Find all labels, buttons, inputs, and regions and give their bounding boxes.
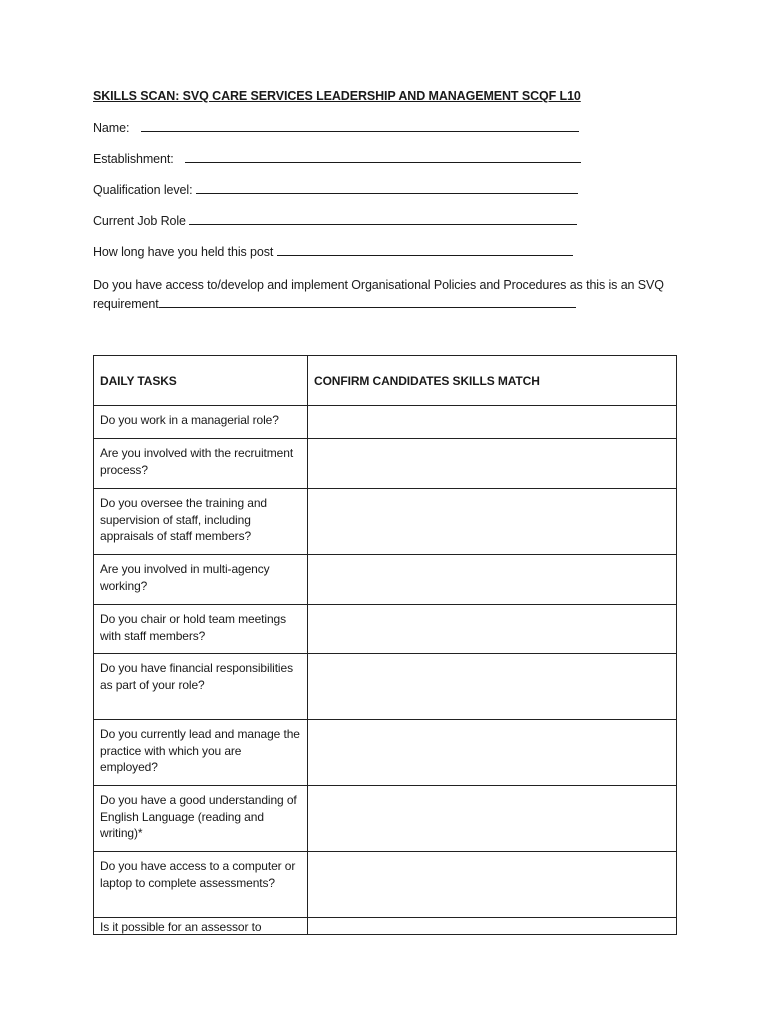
- answer-cell[interactable]: [308, 406, 677, 439]
- table-row: [94, 489, 677, 555]
- header-skills-match: CONFIRM CANDIDATES SKILLS MATCH: [308, 356, 677, 406]
- policies-question-text: Do you have access to/develop and implement Organisational Policies and Procedures as this is an SVQ requirement: [93, 278, 664, 311]
- qualification-label: Qualification level:: [93, 183, 193, 197]
- task-cell: Do you oversee the training and supervision of staff, including appraisals of staff members?: [94, 489, 308, 555]
- held-post-field[interactable]: [93, 245, 573, 259]
- establishment-field[interactable]: [93, 152, 581, 166]
- establishment-line[interactable]: [185, 152, 581, 163]
- header-daily-tasks: DAILY TASKS: [94, 356, 308, 406]
- task-cell: Do you have financial responsibilities as part of your role?: [94, 654, 308, 720]
- qualification-line[interactable]: [196, 183, 578, 194]
- held-post-line[interactable]: [277, 245, 573, 256]
- table-row: [94, 654, 677, 720]
- task-cell: Do you work in a managerial role?: [94, 406, 308, 439]
- job-role-field[interactable]: [93, 214, 577, 228]
- answer-cell[interactable]: [308, 489, 677, 555]
- establishment-label: Establishment:: [93, 152, 174, 166]
- policies-line[interactable]: [159, 297, 576, 308]
- table-row: [94, 555, 677, 605]
- table-row: [94, 918, 677, 935]
- answer-cell[interactable]: [308, 439, 677, 489]
- task-cell: Are you involved with the recruitment process?: [94, 439, 308, 489]
- table-row: [94, 605, 677, 654]
- name-line[interactable]: [141, 121, 579, 132]
- qualification-field[interactable]: [93, 183, 578, 197]
- table-row: [94, 786, 677, 852]
- skills-table: [93, 355, 677, 935]
- policies-question[interactable]: [93, 276, 693, 314]
- answer-cell[interactable]: [308, 555, 677, 605]
- document-title: SKILLS SCAN: SVQ CARE SERVICES LEADERSHIP AND MANAGEMENT SCQF L10: [93, 89, 581, 103]
- held-post-label: How long have you held this post: [93, 245, 274, 259]
- answer-cell[interactable]: [308, 786, 677, 852]
- task-cell: Do you chair or hold team meetings with staff members?: [94, 605, 308, 654]
- task-cell: Is it possible for an assessor to: [94, 918, 308, 935]
- job-role-line[interactable]: [189, 214, 577, 225]
- task-cell: Do you have a good understanding of English Language (reading and writing)*: [94, 786, 308, 852]
- task-cell: Do you currently lead and manage the practice with which you are employed?: [94, 720, 308, 786]
- table-row: [94, 720, 677, 786]
- answer-cell[interactable]: [308, 720, 677, 786]
- name-label: Name:: [93, 121, 130, 135]
- table-row: [94, 406, 677, 439]
- table-row: [94, 852, 677, 918]
- answer-cell[interactable]: [308, 852, 677, 918]
- table-row: [94, 439, 677, 489]
- answer-cell[interactable]: [308, 654, 677, 720]
- answer-cell[interactable]: [308, 605, 677, 654]
- task-cell: Are you involved in multi-agency working?: [94, 555, 308, 605]
- name-field[interactable]: [93, 121, 579, 135]
- table-header-row: [94, 356, 677, 406]
- task-cell: Do you have access to a computer or laptop to complete assessments?: [94, 852, 308, 918]
- job-role-label: Current Job Role: [93, 214, 186, 228]
- answer-cell[interactable]: [308, 918, 677, 935]
